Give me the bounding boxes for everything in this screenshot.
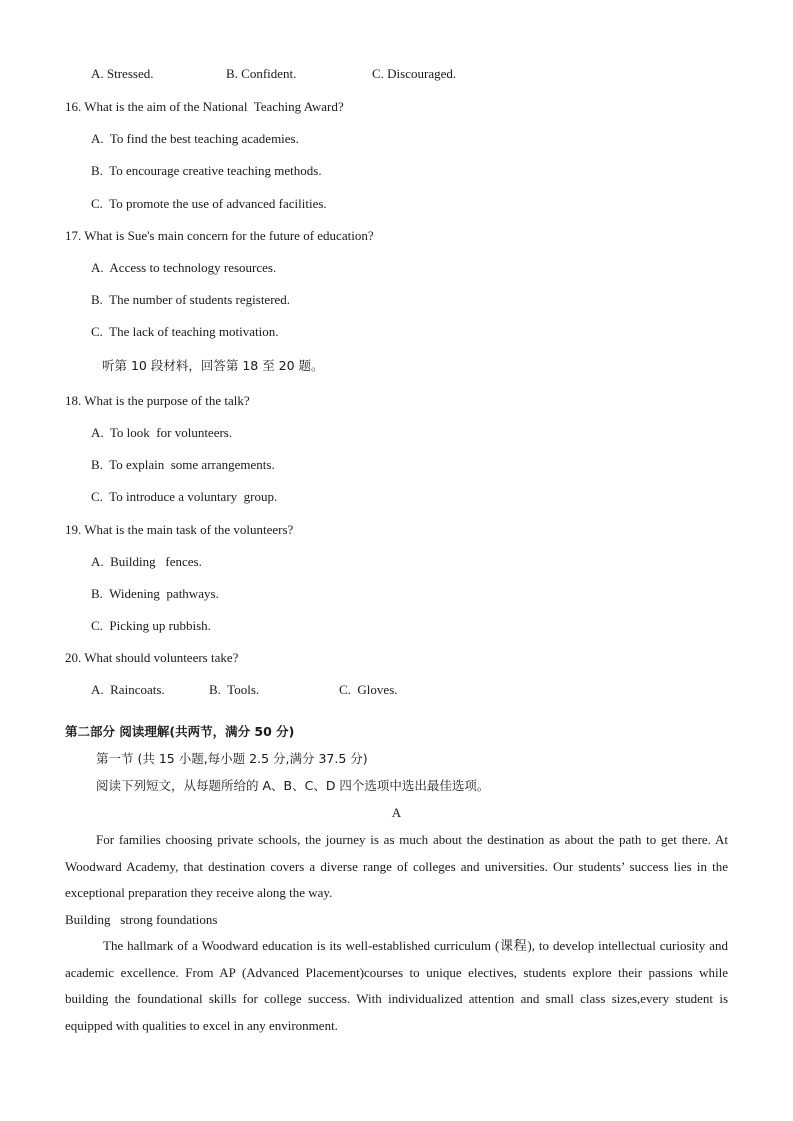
q20-option-b: B. Tools.: [209, 682, 260, 697]
q19-option-a: A. Building fences.: [91, 554, 202, 569]
q19-stem: 19. What is the main task of the volunteers?: [65, 522, 294, 537]
section1-title: 第一节 (共 15 小题,每小题 2.5 分,满分 37.5 分): [96, 751, 368, 766]
part2-title: 第二部分 阅读理解(共两节，满分 50 分): [65, 724, 295, 739]
q19-option-b: B. Widening pathways.: [91, 586, 219, 601]
q16-option-a: A. To find the best teaching academies.: [91, 131, 299, 146]
q16-option-b: B. To encourage creative teaching methods.: [91, 163, 322, 178]
section1-instruction: 阅读下列短文，从每题所给的 A、B、C、D 四个选项中选出最佳选项。: [96, 778, 490, 793]
q17-stem: 17. What is Sue's main concern for the future of education?: [65, 228, 374, 243]
passage-paragraph-2: The hallmark of a Woodward education is its well-established curriculum (课程), to develop intellectual curiosity and academic excellence. From AP (Advanced Placement)courses to unique electives, students explore their passions while building the foundational skills for college success. With individualized attention and small class sizes,every student is equipped with qualities to excel in any environment.: [65, 938, 728, 1034]
q15-option-b: B. Confident.: [226, 66, 297, 81]
q18-option-a: A. To look for volunteers.: [91, 425, 233, 440]
passage-subheading: Building strong foundations: [65, 912, 218, 927]
q19-option-c: C. Picking up rubbish.: [91, 618, 211, 633]
listening-instruction: 听第 10 段材料，回答第 18 至 20 题。: [102, 358, 324, 373]
q18-option-b: B. To explain some arrangements.: [91, 457, 275, 472]
q18-option-c: C. To introduce a voluntary group.: [91, 489, 278, 504]
q16-stem: 16. What is the aim of the National Teaching Award?: [65, 99, 344, 114]
q20-option-c: C. Gloves.: [339, 682, 398, 697]
q20-stem: 20. What should volunteers take?: [65, 650, 239, 665]
q15-option-c: C. Discouraged.: [372, 66, 457, 81]
q16-option-c: C. To promote the use of advanced facilities.: [91, 196, 327, 211]
q18-stem: 18. What is the purpose of the talk?: [65, 393, 250, 408]
q17-option-a: A. Access to technology resources.: [91, 260, 277, 275]
passage-letter: A: [391, 805, 402, 820]
q17-option-c: C. The lack of teaching motivation.: [91, 324, 279, 339]
q20-option-a: A. Raincoats.: [91, 682, 165, 697]
passage-paragraph-1: For families choosing private schools, the journey is as much about the destination as about the path to get there. At Woodward Academy, that destination covers a diverse range of colleges and universities. Our students’ success lies in the exceptional preparation they receive along the way.: [65, 832, 728, 901]
q15-option-a: A. Stressed.: [91, 66, 154, 81]
q17-option-b: B. The number of students registered.: [91, 292, 291, 307]
